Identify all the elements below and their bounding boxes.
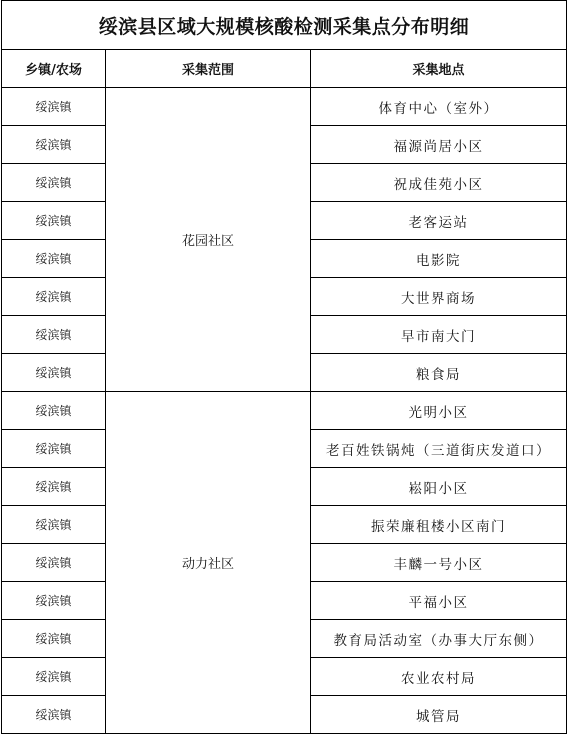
location-cell: 振荣廉租楼小区南门 bbox=[311, 506, 567, 544]
title-row bbox=[2, 1, 567, 50]
location-cell: 粮食局 bbox=[311, 354, 567, 392]
header-location: 采集地点 bbox=[311, 50, 567, 88]
town-cell: 绥滨镇 bbox=[2, 658, 106, 696]
town-cell: 绥滨镇 bbox=[2, 620, 106, 658]
range-cell: 花园社区 bbox=[106, 88, 311, 392]
header-range: 采集范围 bbox=[106, 50, 311, 88]
location-cell: 老客运站 bbox=[311, 202, 567, 240]
town-cell: 绥滨镇 bbox=[2, 392, 106, 430]
location-cell: 福源尚居小区 bbox=[311, 126, 567, 164]
town-cell: 绥滨镇 bbox=[2, 278, 106, 316]
table-body bbox=[2, 88, 567, 734]
location-cell: 祝成佳苑小区 bbox=[311, 164, 567, 202]
town-cell: 绥滨镇 bbox=[2, 696, 106, 734]
location-cell: 光明小区 bbox=[311, 392, 567, 430]
table-title: 绥滨县区域大规模核酸检测采集点分布明细 bbox=[2, 1, 567, 50]
header-row bbox=[2, 50, 567, 88]
header-town: 乡镇/农场 bbox=[2, 50, 106, 88]
table-row bbox=[2, 88, 567, 126]
town-cell: 绥滨镇 bbox=[2, 468, 106, 506]
location-cell: 大世界商场 bbox=[311, 278, 567, 316]
location-cell: 老百姓铁锅炖（三道街庆发道口） bbox=[311, 430, 567, 468]
town-cell: 绥滨镇 bbox=[2, 506, 106, 544]
range-cell: 动力社区 bbox=[106, 392, 311, 734]
town-cell: 绥滨镇 bbox=[2, 354, 106, 392]
location-cell: 农业农村局 bbox=[311, 658, 567, 696]
town-cell: 绥滨镇 bbox=[2, 88, 106, 126]
town-cell: 绥滨镇 bbox=[2, 202, 106, 240]
town-cell: 绥滨镇 bbox=[2, 240, 106, 278]
town-cell: 绥滨镇 bbox=[2, 316, 106, 354]
collection-points-table bbox=[1, 0, 567, 734]
town-cell: 绥滨镇 bbox=[2, 582, 106, 620]
town-cell: 绥滨镇 bbox=[2, 164, 106, 202]
location-cell: 早市南大门 bbox=[311, 316, 567, 354]
town-cell: 绥滨镇 bbox=[2, 126, 106, 164]
town-cell: 绥滨镇 bbox=[2, 430, 106, 468]
town-cell: 绥滨镇 bbox=[2, 544, 106, 582]
location-cell: 平福小区 bbox=[311, 582, 567, 620]
location-cell: 体育中心（室外） bbox=[311, 88, 567, 126]
location-cell: 教育局活动室（办事大厅东侧） bbox=[311, 620, 567, 658]
location-cell: 城管局 bbox=[311, 696, 567, 734]
location-cell: 丰麟一号小区 bbox=[311, 544, 567, 582]
location-cell: 电影院 bbox=[311, 240, 567, 278]
location-cell: 崧阳小区 bbox=[311, 468, 567, 506]
table-row bbox=[2, 392, 567, 430]
